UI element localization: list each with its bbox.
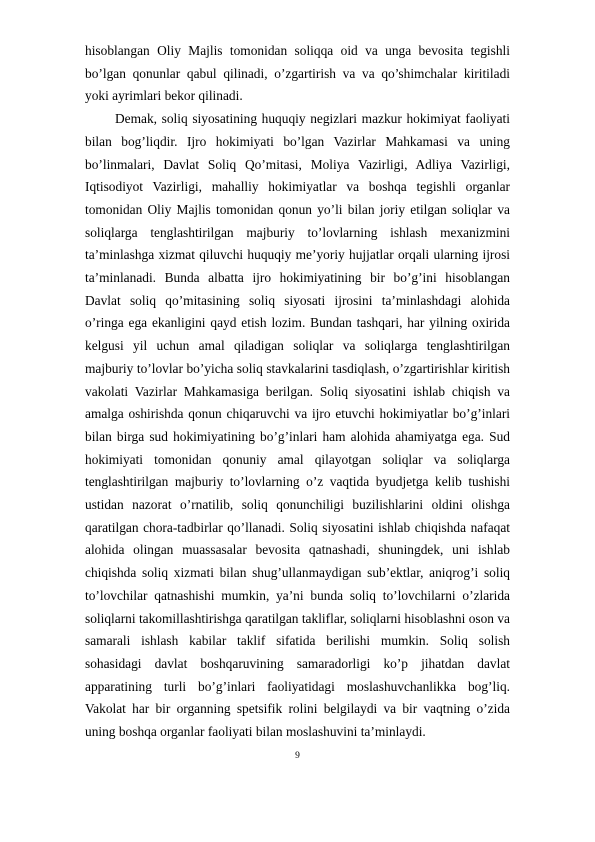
paragraph-main: Demak, soliq siyosatining huquqiy negizlari mazkur hokimiyat faoliyati bilan bog’liqdir. Ijro hokimiyati bo’lgan Vazirlar Mahkamasi va uning bo’linmalari, Davlat Soliq Qo’mitasi, Moliya Vazirligi, Adliya Vazirligi, Iqtisodiyot Vazirligi, mahalliy hokimiyatlar va boshqa tegishli organlar tomonidan Oliy Majlis tomonidan qonun yo’li bilan joriy etilgan soliqlar va soliqlarga tenglashtirilgan majburiy to’lovlarning ishlash mexanizmini ta’minlashga xizmat qiluvchi huquqiy me’yoriy hujjatlar orqali ularning ijrosi ta’minlanadi. Bunda albatta ijro hokimiyatining bir bo’g’ini hisoblangan Davlat soliq qo’mitasining soliq siyosati ijrosini ta’minlashdagi alohida o’ringa ega ekanligini qayd etish lozim. Bundan tashqari, har yilning oxirida kelgusi yil uchun amal qiladigan soliqlar va soliqlarga tenglashtirilgan majburiy to’lovlar bo’yicha soliq stavkalarini tasdiqlash, o’zgartirishlar kiritish vakolati Vazirlar Mahkamasiga berilgan. Soliq siyosatini ishlab chiqish va amalga oshirishda qonun chiqaruvchi va ijro etuvchi hokimiyatlar bo’g’inlari bilan birga sud hokimiyatining bo’g’inlari ham alohida ahamiyatga ega. Sud hokimiyati tomonidan qonuniy amal qilayotgan soliqlar va soliqlarga tenglashtirilgan majburiy to’lovlarning o’z vaqtida byudjetga kelib tushishi ustidan nazorat o’rnatilib, soliq qonunchiligi buzilishlarini oldini olishga qaratilgan chora-tadbirlar qo’llanadi. Soliq siyosatini ishlab chiqishda nafaqat alohida olingan muassasalar bevosita qatnashadi, shuningdek, uni ishlab chiqishda soliq xizmati bilan shug’ullanmaydigan sub’ektlar, aniqrog’i soliq to’lovchilar qatnashishi mumkin, ya’ni bunda soliq to’lovchilarni o’zlarida soliqlarni takomillashtirishga qaratilgan takliflar, soliqlarni hisoblashni oson va samarali ishlash kabilar taklif sifatida berilishi mumkin. Soliq solish sohasidagi davlat boshqaruvining samaradorligi ko’p jihatdan davlat apparatining turli bo’g’inlari faoliyatidagi moslashuvchanlikka bog’liq. Vakolat har bir organning spetsifik rolini belgilaydi va bir vaqtning o’zida uning boshqa organlar faoliyati bilan moslashuvini ta’minlaydi. bbox=[85, 111, 510, 740]
page-number: 9 bbox=[295, 751, 300, 761]
page-body bbox=[85, 40, 510, 744]
paragraph-continuation: hisoblangan Oliy Majlis tomonidan soliqqa oid va unga bevosita tegishli bo’lgan qonunlar qabul qilinadi, o’zgartirish va va qo’shimchalar kiritiladi yoki ayrimlari bekor qilinadi. bbox=[85, 43, 510, 104]
